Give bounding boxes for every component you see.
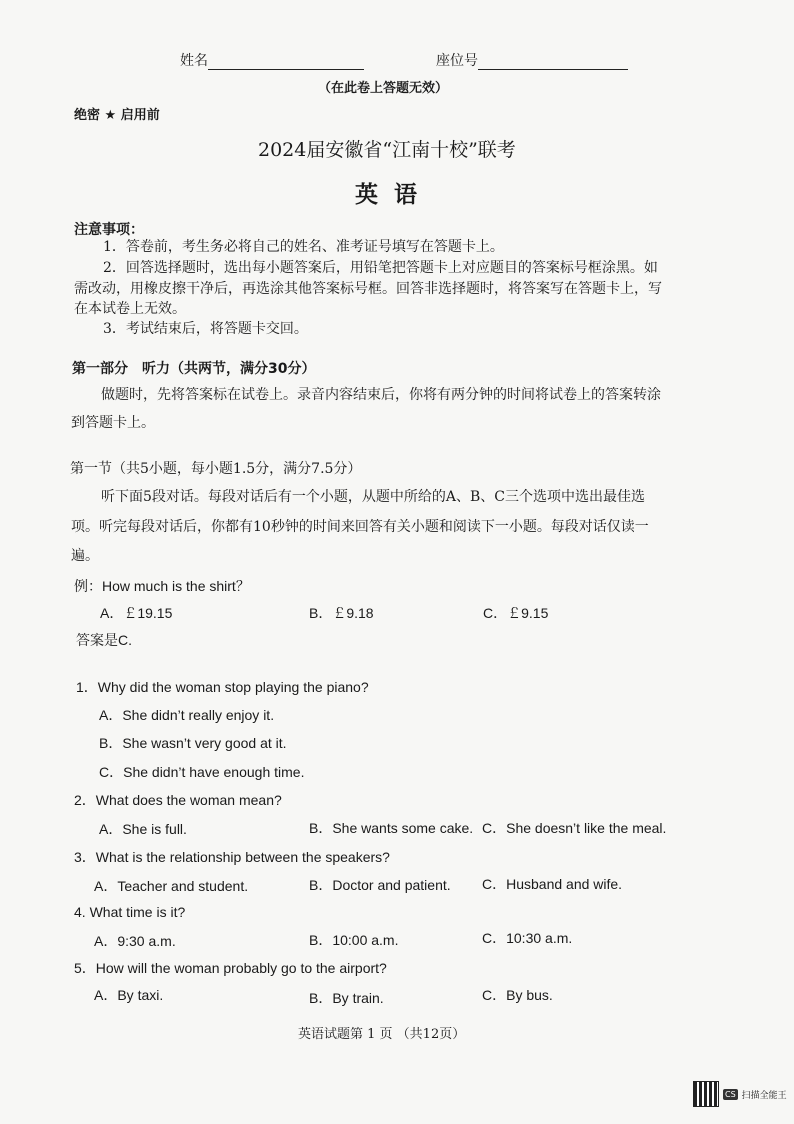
q2-option-a: A．She is full. — [99, 821, 187, 837]
question-1: 1．Why did the woman stop playing the piano? — [76, 679, 369, 695]
example-question: 例：How much is the shirt？ — [74, 578, 250, 594]
scanner-watermark — [693, 1079, 793, 1109]
section1-desc-line1: 听下面5段对话。每段对话后有一个小题，从题中所给的A、B、C三个选项中选出最佳选 — [101, 489, 646, 505]
q4-option-b: B．10:00 a.m. — [309, 932, 399, 948]
instruction-2-line1: 2．回答选择题时，选出每小题答案后，用铅笔把答题卡上对应题目的答案标号框涂黑。如 — [103, 260, 658, 276]
section1-desc-line3: 遍。 — [71, 548, 99, 564]
instruction-2-line3: 在本试卷上无效。 — [74, 301, 186, 317]
name-field — [180, 50, 364, 70]
part1-heading: 第一部分 听力（共两节，满分30分） — [72, 361, 316, 377]
page-footer: 英语试题第 1 页 （共12页） — [298, 1027, 466, 1042]
q4-option-a: A．9:30 a.m. — [94, 933, 176, 949]
question-3: 3．What is the relationship between the speakers? — [74, 849, 390, 865]
section1-heading: 第一节（共5小题，每小题1.5分，满分7.5分） — [70, 461, 362, 477]
secret-mark: 绝密 ★ 启用前 — [74, 108, 160, 123]
question-5: 5．How will the woman probably go to the airport? — [74, 960, 387, 976]
q5-option-a: A．By taxi. — [94, 987, 164, 1003]
seat-label: 座位号 — [436, 53, 478, 69]
instructions-heading: 注意事项： — [74, 222, 144, 238]
exam-title: 2024届安徽省“江南十校”联考 — [258, 139, 516, 161]
name-blank — [208, 69, 364, 70]
q1-option-a: A．She didn’t really enjoy it. — [99, 707, 275, 723]
q5-option-c: C．By bus. — [482, 987, 553, 1003]
instruction-2-line2: 需改动，用橡皮擦干净后，再选涂其他答案标号框。回答非选择题时，将答案写在答题卡上，写 — [74, 281, 662, 297]
part1-desc-line1: 做题时，先将答案标在试卷上。录音内容结束后，你将有两分钟的时间将试卷上的答案转涂 — [101, 387, 661, 403]
q1-option-b: B．She wasn’t very good at it. — [99, 735, 287, 751]
example-answer: 答案是C. — [76, 632, 132, 648]
example-option-c: C．￡9.15 — [483, 605, 549, 621]
q3-option-b: B．Doctor and patient. — [309, 877, 451, 893]
notice: （在此卷上答题无效） — [318, 81, 449, 96]
q4-option-c: C．10:30 a.m. — [482, 930, 573, 946]
example-option-b: B．￡9.18 — [309, 605, 374, 621]
question-4: 4. What time is it? — [74, 904, 186, 920]
seat-field — [436, 50, 628, 70]
q2-option-c: C．She doesn’t like the meal. — [482, 820, 667, 836]
q2-option-b: B．She wants some cake. — [309, 820, 474, 836]
name-label: 姓名 — [180, 53, 208, 69]
scanner-brand: 扫描全能王 — [741, 1090, 787, 1101]
instruction-3: 3．考试结束后，将答题卡交回。 — [103, 321, 308, 337]
seat-blank — [478, 69, 628, 70]
q5-option-b: B．By train. — [309, 990, 384, 1006]
section1-desc-line2: 项。听完每段对话后，你都有10秒钟的时间来回答有关小题和阅读下一小题。每段对话仅读一 — [71, 519, 649, 535]
scanner-badge: CS — [725, 1089, 736, 1099]
q3-option-c: C．Husband and wife. — [482, 876, 623, 892]
example-option-a: A．￡19.15 — [100, 605, 173, 621]
instruction-1: 1．答卷前，考生务必将自己的姓名、准考证号填写在答题卡上。 — [103, 239, 504, 255]
question-2: 2．What does the woman mean? — [74, 792, 282, 808]
subject-title: 英 语 — [355, 182, 418, 208]
part1-desc-line2: 到答题卡上。 — [71, 415, 155, 431]
q3-option-a: A．Teacher and student. — [94, 878, 249, 894]
q1-option-c: C．She didn’t have enough time. — [99, 764, 305, 780]
qr-code-icon — [693, 1081, 719, 1107]
